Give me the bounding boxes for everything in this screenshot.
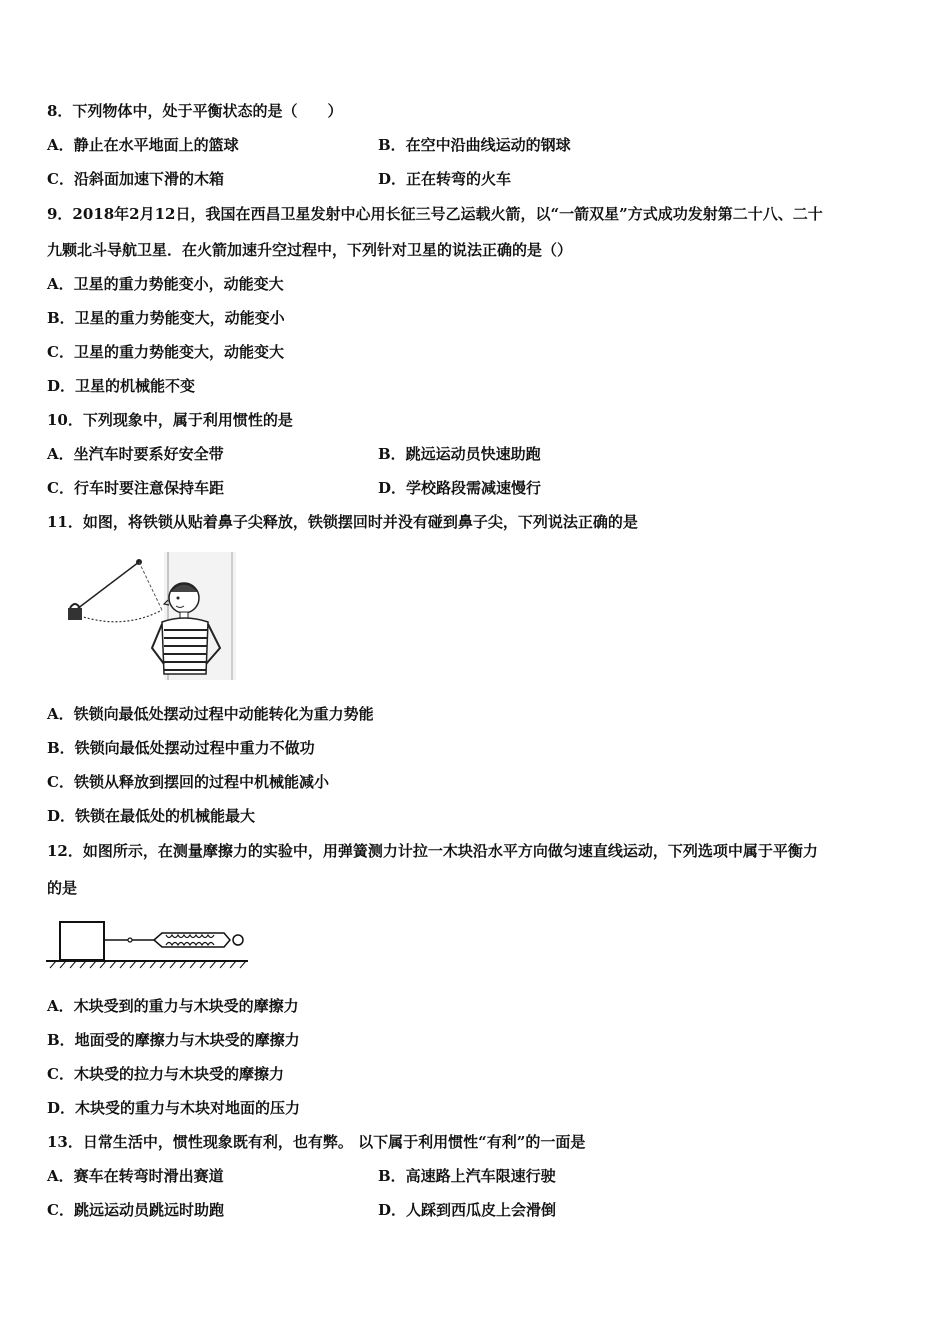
spring-scale-block-figure (44, 918, 250, 970)
q13-option-c: C．跳远运动员跳远时助跑 (47, 1201, 224, 1219)
q12-option-a: A．木块受到的重力与木块受的摩擦力 (47, 997, 299, 1015)
q8-option-a: A．静止在水平地面上的篮球 (47, 136, 239, 154)
q9-option-a: A．卫星的重力势能变小，动能变大 (47, 275, 284, 293)
q12-stem-line1: 12．如图所示，在测量摩擦力的实验中，用弹簧测力计拉一木块沿水平方向做匀速直线运动，下列选项中属于平衡力 (47, 842, 818, 860)
q10-option-c: C．行车时要注意保持车距 (47, 479, 224, 497)
q9-stem-line1: 9．2018年2月12日，我国在西昌卫星发射中心用长征三号乙运载火箭，以“一箭双星”方式成功发射第二十八、二十 (47, 205, 823, 223)
q11-stem: 11．如图，将铁锁从贴着鼻子尖释放，铁锁摆回时并没有碰到鼻子尖，下列说法正确的是 (47, 513, 638, 531)
q11-option-b: B．铁锁向最低处摆动过程中重力不做功 (47, 739, 315, 757)
q10-option-a: A．坐汽车时要系好安全带 (47, 445, 224, 463)
q12-option-b: B．地面受的摩擦力与木块受的摩擦力 (47, 1031, 300, 1049)
q11-option-a: A．铁锁向最低处摆动过程中动能转化为重力势能 (47, 705, 374, 723)
q10-option-b: B．跳远运动员快速助跑 (378, 445, 541, 463)
q8-option-b: B．在空中沿曲线运动的钢球 (378, 136, 571, 154)
q8-stem: 8．下列物体中，处于平衡状态的是（ ） (47, 102, 343, 120)
q8-option-d: D．正在转弯的火车 (378, 170, 512, 188)
pendulum-lock-figure (44, 552, 240, 682)
q13-option-a: A．赛车在转弯时滑出赛道 (47, 1167, 224, 1185)
q12-stem-line2: 的是 (47, 879, 78, 897)
q11-option-d: D．铁锁在最低处的机械能最大 (47, 807, 256, 825)
q13-stem: 13．日常生活中，惯性现象既有利，也有弊。 以下属于利用惯性“有利”的一面是 (47, 1133, 586, 1151)
q13-option-d: D．人踩到西瓜皮上会滑倒 (378, 1201, 557, 1219)
q9-option-d: D．卫星的机械能不变 (47, 377, 196, 395)
q9-option-c: C．卫星的重力势能变大，动能变大 (47, 343, 284, 361)
q10-option-d: D．学校路段需减速慢行 (378, 479, 542, 497)
q12-option-d: D．木块受的重力与木块对地面的压力 (47, 1099, 301, 1117)
q9-stem-line2: 九颗北斗导航卫星．在火箭加速升空过程中，下列针对卫星的说法正确的是（） (47, 241, 573, 259)
q9-option-b: B．卫星的重力势能变大，动能变小 (47, 309, 285, 327)
q10-stem: 10．下列现象中，属于利用惯性的是 (47, 411, 293, 429)
q11-option-c: C．铁锁从释放到摆回的过程中机械能减小 (47, 773, 329, 791)
q8-option-c: C．沿斜面加速下滑的木箱 (47, 170, 224, 188)
q13-option-b: B．高速路上汽车限速行驶 (378, 1167, 556, 1185)
q12-option-c: C．木块受的拉力与木块受的摩擦力 (47, 1065, 284, 1083)
